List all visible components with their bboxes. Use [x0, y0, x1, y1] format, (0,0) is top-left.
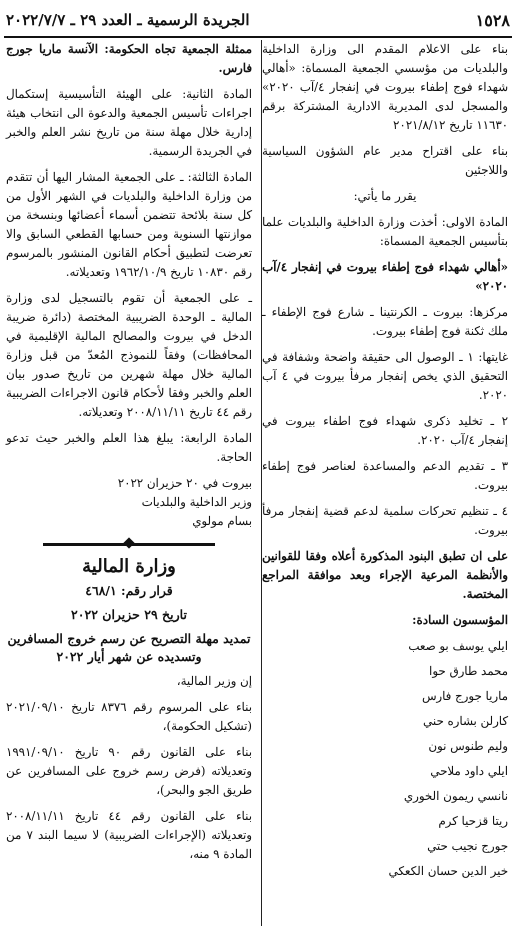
founder-item: ايلي داود ملاحي: [430, 764, 508, 778]
founder-item: محمد طارق حوا: [429, 664, 508, 678]
minister-title: وزير الداخلية والبلديات: [141, 495, 252, 509]
basis-3: بناء على القانون رقم ٤٤ تاريخ ٢٠٠٨/١١/١١ وتعديلاته (الإجراءات الضريبية) لا سيما البند ٧ من المادة ٩ منه،: [6, 809, 252, 861]
basis-1: بناء على المرسوم رقم ٨٣٧٦ تاريخ ٢٠٢١/٠٩/١٠ (تشكيل الحكومة)،: [6, 700, 252, 733]
founders-list: [262, 637, 508, 881]
article-1: المادة الاولى: أخذت وزارة الداخلية والبلديات علما بتأسيس الجمعية المسماة:: [262, 215, 508, 248]
founder-item: كارلن بشاره حني: [423, 714, 508, 728]
founder-item: وليم طنوس نون: [428, 739, 508, 753]
minister-intro: إن وزير المالية،: [176, 674, 252, 688]
founder-item: جورج نجيب حتي: [427, 839, 508, 853]
association-name: «أهالي شهداء فوج إطفاء بيروت في إنفجار ٤/آب ٢٠٢٠»: [262, 260, 508, 293]
goal-3: ٣ ـ تقديم الدعم والمساعدة لعناصر فوج إطفاء بيروت.: [262, 459, 508, 492]
article-3: المادة الثالثة: ـ على الجمعية المشار اليها أن تتقدم من وزارة الداخلية والبلديات في الشهر الأول من كل سنة بلائحة تتضمن أسماء أعضائها وبنسخة من موازنتها السنوية ومن حسابها القطعي السابق والا تعرضت لتطبيق أحكام القانون المنشور بالمرسوم رقم ١٠٨٣٠ تاريخ ١٩٦٢/١٠/٩ وتعديلاته.: [6, 170, 252, 279]
right-column: [262, 40, 508, 887]
decides-line: يقرر ما يأتي:: [353, 189, 417, 203]
proposal-paragraph: بناء على اقتراح مدير عام الشؤون السياسية واللاجئين: [262, 144, 508, 177]
condition-paragraph: على ان تطبق البنود المذكورة أعلاه وفقا للقوانين والأنظمة المرعية الإجراء وبعد موافقة المراجع المختصة.: [262, 549, 508, 601]
article-3-tax: ـ على الجمعية أن تقوم بالتسجيل لدى وزارة المالية ـ الوحدة الضريبية المختصة (دائرة ضريبة الدخل في بيروت والمصالح المالية الإقليمية في المحافظات) وفقاً للنموذج المُعدّ من قبل وزارة المالية خلال مهلة شهرين من تاريخ صدور بيان العلم والخبر وفقا لأحكام قانون الاجراءات الضريبية رقم ٤٤ تاريخ ٢٠٠٨/١١/١١ وتعديلاته.: [6, 291, 252, 419]
founder-item: ريتا قزحيا كرم: [438, 814, 508, 828]
separator-ornament: [6, 537, 252, 551]
header-rule: [4, 36, 512, 38]
page-number: ١٥٢٨: [475, 10, 510, 30]
left-column: [6, 40, 252, 871]
article-2: المادة الثانية: على الهيئة التأسيسية إستكمال اجراءات تأسيس الجمعية والدعوة الى انتخاب هيئة إدارية خلال مهلة سنة من تاريخ نشر العلم والخبر في الجريدة الرسمية.: [6, 87, 252, 158]
intro-paragraph: بناء على الاعلام المقدم الى وزارة الداخلية والبلديات من مؤسسي الجمعية المسماة: «أهالي شهداء فوج إطفاء بيروت في إنفجار ٤/آب ٢٠٢٠» والمسجل لدى المديرية الادارية المشتركة برقم ١١٦٣٠ تاريخ ٢٠٢١/٨/١٢: [262, 42, 508, 132]
page-header: [6, 6, 510, 34]
goal-1: غايتها: ١ ـ الوصول الى حقيقة واضحة وشفافة في التحقيق الذي يخص إنفجار مرفأ بيروت في ٤ آب ٢٠٢٠.: [262, 350, 509, 402]
ministry-title: وزارة المالية: [82, 556, 176, 577]
founder-item: خير الدين حسان الكعكي: [388, 864, 508, 878]
founder-item: ايلي يوسف بو صعب: [408, 639, 508, 653]
government-representative: ممثلة الجمعية تجاه الحكومة: الآنسة ماريا جورج فارس.: [6, 42, 252, 75]
basis-2: بناء على القانون رقم ٩٠ تاريخ ١٩٩١/٠٩/١٠ وتعديلاته (فرض رسم خروج على المسافرين عن طريق الجو والبحر)،: [6, 745, 252, 797]
decision-subject: تمديد مهلة التصريح عن رسم خروج المسافرين وتسديده عن شهر أيار ٢٠٢٢: [7, 631, 251, 664]
minister-name: بسام مولوي: [192, 514, 252, 528]
goal-2: ٢ ـ تخليد ذكرى شهداء فوج اطفاء بيروت في إنفجار ٤/آب ٢٠٢٠.: [262, 414, 508, 447]
article-4: المادة الرابعة: يبلغ هذا العلم والخبر حيث تدعو الحاجة.: [6, 431, 252, 464]
decision-number: قرار رقم: ٤٦٨/١: [85, 583, 173, 598]
founder-item: ماريا جورج فارس: [421, 689, 508, 703]
place-date: بيروت في ٢٠ حزيران ٢٠٢٢: [117, 476, 252, 490]
founders-title: المؤسسون السادة:: [412, 613, 508, 627]
issue-title: الجريدة الرسمية ـ العدد ٢٩ ـ ٢٠٢٢/٧/٧: [6, 11, 250, 29]
founder-item: نانسي ريمون الخوري: [403, 789, 508, 803]
goal-4: ٤ ـ تنظيم تحركات سلمية لدعم قضية إنفجار مرفأ بيروت.: [262, 504, 508, 537]
decision-date: تاريخ ٢٩ حزيران ٢٠٢٢: [71, 607, 187, 622]
headquarters: مركزها: بيروت ـ الكرنتينا ـ شارع فوج الإطفاء ـ ملك ثكنة فوج إطفاء بيروت.: [262, 305, 508, 338]
